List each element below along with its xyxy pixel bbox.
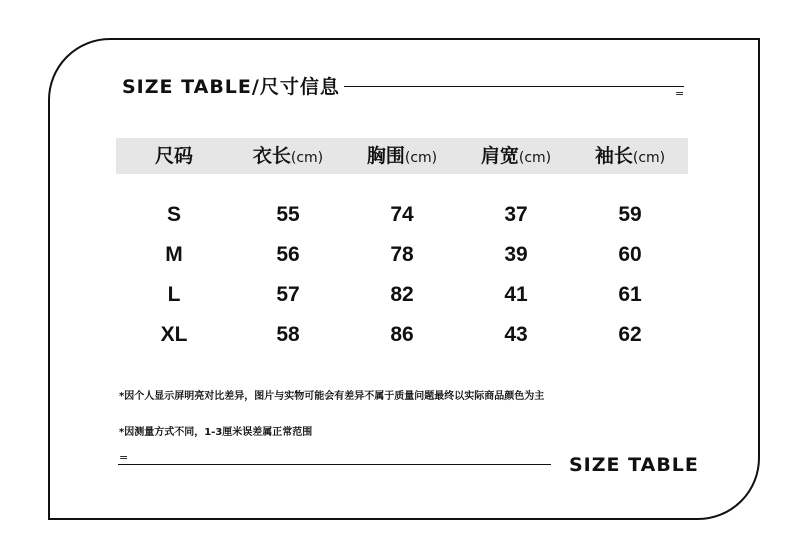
header-label: 袖长 [594,145,633,167]
header-label: 胸围 [366,145,405,167]
table-cell-length: 55 [276,203,300,226]
size-table-frame [48,38,760,520]
table-cell-size: XL [160,323,188,346]
header-chest [367,138,437,174]
header-sleeve [595,138,665,174]
table-cell-sleeve: 62 [618,323,642,346]
title-divider [344,86,684,87]
table-cell-size: M [165,243,183,266]
decorative-equals-mark: = [119,451,129,464]
size-table-title: SIZE TABLE/尺寸信息 [122,76,340,98]
header-shoulder [481,138,551,174]
table-cell-chest: 78 [390,243,414,266]
table-cell-length: 58 [276,323,300,346]
header-unit: (cm) [632,150,666,166]
header-unit: (cm) [290,150,324,166]
header-length [253,138,323,174]
footer-divider [118,464,551,465]
table-cell-shoulder: 39 [504,243,528,266]
decorative-equals-mark: = [675,87,685,100]
table-cell-chest: 82 [390,283,414,306]
header-unit: (cm) [518,150,552,166]
header-label: 肩宽 [480,145,519,167]
table-cell-sleeve: 59 [618,203,642,226]
header-size [155,138,193,174]
header-label: 尺码 [154,145,194,167]
table-cell-length: 56 [276,243,300,266]
table-cell-shoulder: 41 [504,283,528,306]
table-cell-length: 57 [276,283,300,306]
header-label: 衣长 [252,145,291,167]
table-cell-size: L [167,283,181,306]
table-cell-shoulder: 37 [504,203,528,226]
table-cell-sleeve: 61 [618,283,642,306]
table-cell-sleeve: 60 [618,243,642,266]
note-measurement-tolerance: *因测量方式不同，1-3厘米误差属正常范围 [119,427,313,438]
table-cell-chest: 74 [390,203,414,226]
footer-size-table-title: SIZE TABLE [569,454,699,476]
note-color-disclaimer: *因个人显示屏明亮对比差异，图片与实物可能会有差异不属于质量问题最终以实际商品颜色为主 [119,391,545,402]
table-cell-chest: 86 [390,323,414,346]
table-cell-size: S [166,203,181,226]
table-cell-shoulder: 43 [504,323,528,346]
header-unit: (cm) [404,150,438,166]
